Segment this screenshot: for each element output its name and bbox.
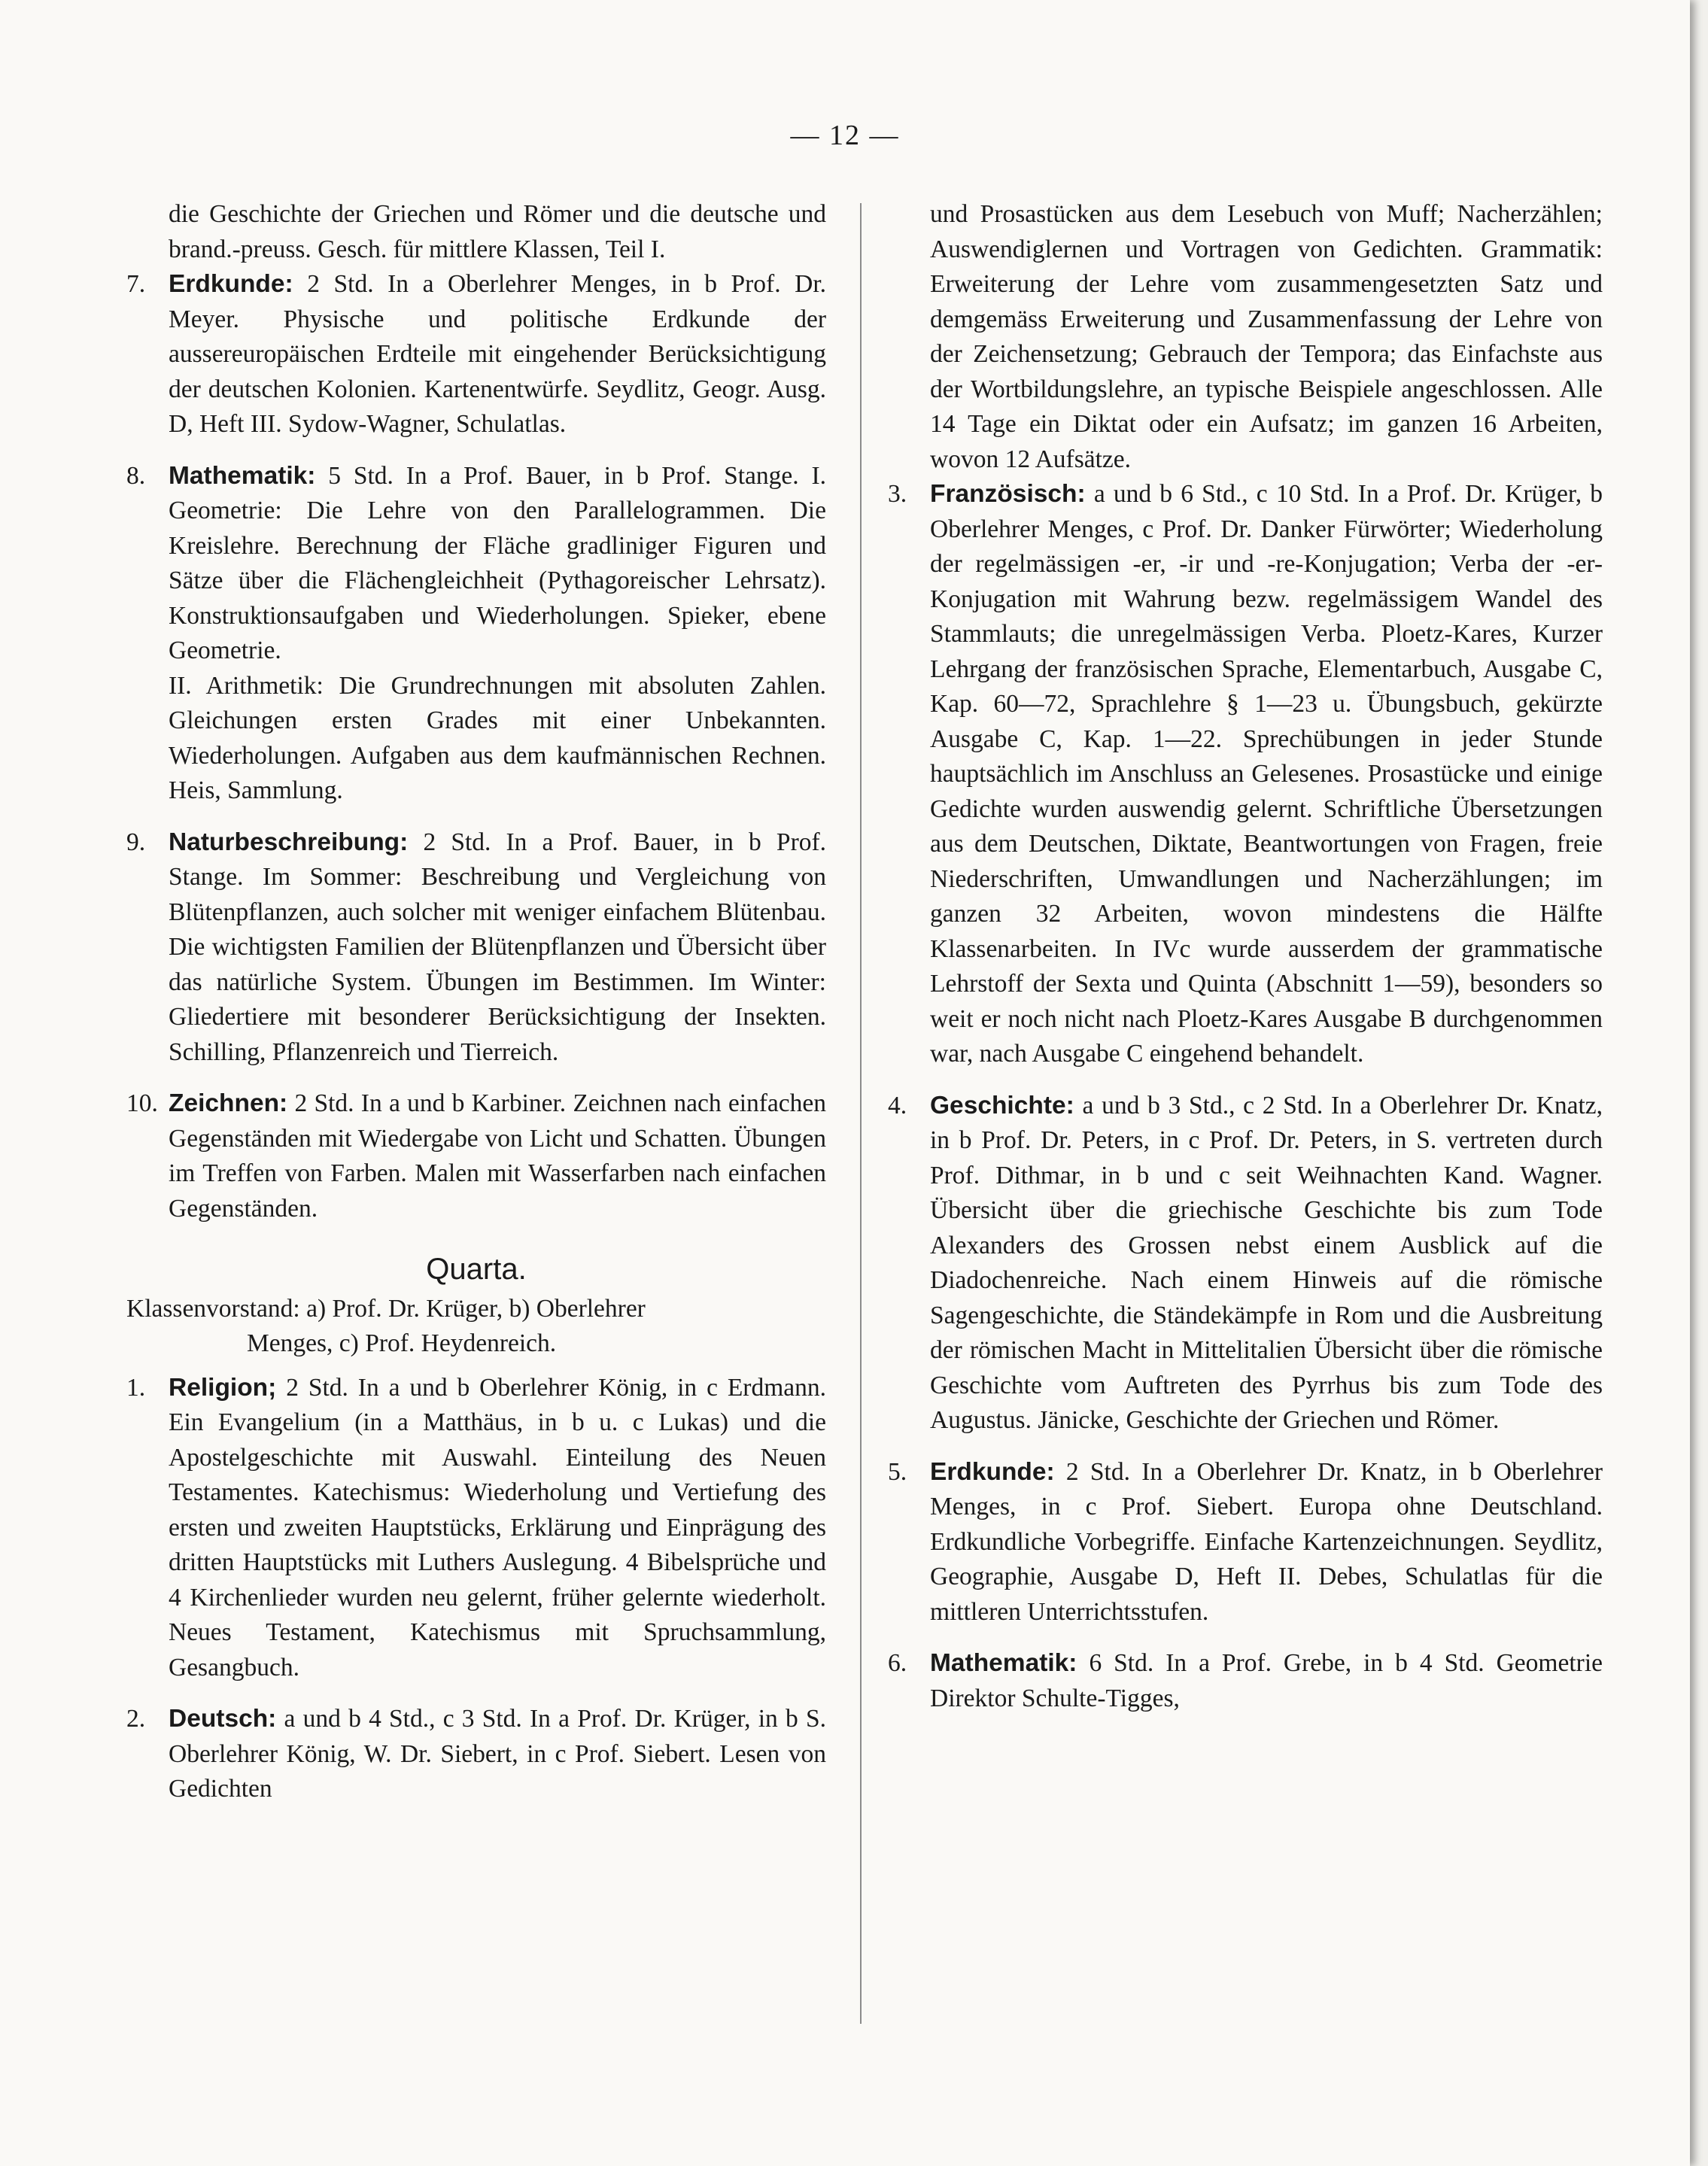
item-text: a und b 4 Std., c 3 Std. In a Prof. Dr. Krüger, in b S. Oberlehrer König, W. Dr. Siebert, in c Prof. Siebert. Lesen von Gedichten — [169, 1705, 826, 1803]
item-subject: Geschichte: — [930, 1091, 1074, 1119]
item-subject: Erdkunde: — [930, 1457, 1055, 1486]
item-subject: Religion; — [169, 1373, 277, 1402]
item-continuation: II. Arithmetik: Die Grundrechnungen mit absoluten Zahlen. Gleichungen ersten Grades mit einer Unbekannten. Wiederholungen. Aufgaben aus dem kaufmännischen Rechnen. Heis, Sammlung. — [169, 671, 826, 804]
list-item — [126, 267, 826, 442]
item-subject: Mathematik: — [169, 461, 316, 490]
list-item — [888, 1455, 1603, 1630]
item-number: 5. — [888, 1457, 907, 1486]
page-number: — 12 — — [790, 120, 900, 151]
item-subject: Zeichnen: — [169, 1089, 288, 1117]
item-text: 2 Std. In a Oberlehrer Menges, in b Prof. Dr. Meyer. Physische und politische Erdkunde der aussereuropäischen Erdteile mit eingehender Berücksichtigung der deutschen Kolonien. Kartenentwürfe. Seydlitz, Geogr. Ausg. D, Heft III. Sydow-Wagner, Schulatlas. — [169, 270, 827, 438]
item-paragraph — [888, 1646, 1603, 1716]
item-number: 1. — [126, 1373, 146, 1402]
item-paragraph — [888, 1455, 1603, 1630]
item-subject: Naturbeschreibung: — [169, 828, 409, 856]
item-paragraph — [126, 1371, 826, 1686]
item-subject: Deutsch: — [169, 1705, 277, 1733]
list-item — [888, 1646, 1603, 1716]
item-text: a und b 3 Std., c 2 Std. In a Oberlehrer Dr. Knatz, in b Prof. Dr. Peters, in c Prof. Dr. Peters, in S. vertreten durch Prof. Dithmar, in b und c seit Weihnachten Kand. Wagner. Übersicht über die griechische Geschichte bis zum Tode Alexanders des Grossen nebst einem Ausblick auf die Diadochenreiche. Nach einem Hinweis auf die römische Sagengeschichte, die Ständekämpfe in Rom und die Ausbreitung der römischen Macht in Mittelitalien Übersicht über die römische Geschichte vom Auftreten des Pyrrhus bis zum Tode des Augustus. Jänicke, Geschichte der Griechen und Römer. — [930, 1091, 1603, 1434]
list-item — [126, 1371, 826, 1686]
item-text: 2 Std. In a Oberlehrer Dr. Knatz, in b Oberlehrer Menges, in c Prof. Siebert. Europa ohne Deutschland. Erdkundliche Vorbegriffe. Einfache Kartenzeichnungen. Seydlitz, Geographie, Ausgabe D, Heft II. Debes, Schulatlas für die mittleren Unterrichtsstufen. — [930, 1457, 1603, 1626]
item-number: 4. — [888, 1091, 907, 1119]
list-item — [126, 1702, 826, 1807]
item-number: 3. — [888, 480, 907, 508]
item-text: 2 Std. In a Prof. Bauer, in b Prof. Stange. Im Sommer: Beschreibung und Vergleichung von Blütenpflanzen, auch solcher mit weniger einfachem Blütenbau. Die wichtigsten Familien der Blütenpflanzen und Übersicht über das natürliche System. Übungen im Bestimmen. Im Winter: Gliedertiere mit besonderer Berücksichtigung der Insekten. Schilling, Pflanzenreich und Tierreich. — [169, 828, 827, 1066]
item-text: 5 Std. In a Prof. Bauer, in b Prof. Stange. I. Geometrie: Die Lehre von den Parallelogrammen. Die Kreislehre. Berechnung der Fläche gradliniger Figuren und Sätze über die Flächengleichheit (Pythagoreischer Lehrsatz). Konstruktionsaufgaben und Wiederholungen. Spieker, ebene Geometrie. — [169, 461, 826, 664]
item-number: 9. — [126, 828, 146, 856]
right-column — [888, 197, 1603, 1733]
item-text: a und b 6 Std., c 10 Std. In a Prof. Dr. Krüger, b Oberlehrer Menges, c Prof. Dr. Danker Fürwörter; Wiederholung der regelmässigen -er, -ir und -re-Konjugation; Verba der -er-Konjugation mit Wahrung bezw. regelmässigem Wandel des Stammlauts; die unregelmässigen Verba. Ploetz-Kares, Kurzer Lehrgang der französischen Sprache, Elementarbuch, Ausgabe C, Kap. 60—72, Sprachlehre § 1—23 u. Übungsbuch, gekürzte Ausgabe C, Kap. 1—22. Sprechübungen in jeder Stunde hauptsächlich im Anschluss an Gelesenes. Prosastücke und einige Gedichte wurden auswendig gelernt. Schriftliche Übersetzungen aus dem Deutschen, Diktate, Beantwortungen von Fragen, freie Niederschriften, Umwandlungen und Nacherzählungen; im ganzen 32 Arbeiten, wovon mindestens die Hälfte Klassenarbeiten. In IVc wurde ausserdem der grammatische Lehrstoff der Sexta und Quinta (Abschnitt 1—59), besonders so weit er noch nicht nach Ploetz-Kares Ausgabe B durchgenommen war, nach Ausgabe C eingehend behandelt. — [930, 480, 1603, 1068]
item-paragraph — [126, 1702, 826, 1807]
item-subject: Erdkunde: — [169, 270, 293, 298]
item-text: 2 Std. In a und b Oberlehrer König, in c Erdmann. Ein Evangelium (in a Matthäus, in b u. c Lukas) und die Apostelgeschichte mit Auswahl. Einteilung des Neuen Testamentes. Katechismus: Wiederholung und Vertiefung des ersten und zweiten Hauptstücks, Erklärung und Einprägung des dritten Hauptstücks mit Luthers Auslegung. 4 Bibelsprüche und 4 Kirchenlieder wurden neu gelernt, früher gelernte wiederholt. Neues Testament, Katechismus mit Spruchsammlung, Gesangbuch. — [169, 1373, 827, 1681]
left-column — [126, 197, 826, 1824]
item-number: 8. — [126, 461, 146, 490]
item-paragraph — [126, 459, 826, 669]
right-intro-paragraph: und Prosastücken aus dem Lesebuch von Muff; Nacherzählen; Auswendiglernen und Vortragen von Gedichten. Grammatik: Erweiterung der Lehre vom zusammengesetzten Satz und demgemäss Erweiterung und Zusammenfassung der Lehre von der Zeichensetzung; Gebrauch der Tempora; das Einfachste aus der Wortbildungslehre, an typische Beispiele angeschlossen. Alle 14 Tage ein Diktat oder ein Aufsatz; im ganzen 16 Arbeiten, wovon 12 Aufsätze. — [930, 200, 1603, 473]
item-paragraph — [126, 825, 826, 1071]
item-paragraph — [126, 1086, 826, 1226]
section-title: Quarta. — [426, 1253, 527, 1286]
item-paragraph — [888, 477, 1603, 1072]
item-paragraph — [126, 267, 826, 442]
item-text: 6 Std. In a Prof. Grebe, in b 4 Std. Geometrie Direktor Schulte-Tigges, — [930, 1649, 1603, 1712]
class-lead: Klassenvorstand: a) Prof. Dr. Krüger, b) Oberlehrer — [126, 1294, 646, 1323]
item-subject: Mathematik: — [930, 1649, 1077, 1677]
item-subject: Französisch: — [930, 480, 1086, 508]
list-item — [126, 1086, 826, 1226]
left-intro-paragraph: die Geschichte der Griechen und Römer und die deutsche und brand.-preuss. Gesch. für mittlere Klassen, Teil I. — [169, 200, 826, 263]
column-divider — [860, 203, 862, 2024]
item-number: 2. — [126, 1705, 146, 1733]
list-item — [126, 825, 826, 1071]
list-item — [126, 459, 826, 809]
item-number: 6. — [888, 1649, 907, 1677]
item-paragraph — [888, 1089, 1603, 1438]
list-item — [888, 477, 1603, 1072]
item-text: 2 Std. In a und b Karbiner. Zeichnen nach einfachen Gegenständen mit Wiedergabe von Licht und Schatten. Übungen im Treffen von Farben. Malen mit Wasserfarben nach einfachen Gegenständen. — [169, 1089, 827, 1223]
item-number: 10. — [126, 1089, 158, 1117]
class-lead-continuation: Menges, c) Prof. Heydenreich. — [247, 1329, 557, 1357]
item-number: 7. — [126, 270, 146, 298]
list-item — [888, 1089, 1603, 1438]
